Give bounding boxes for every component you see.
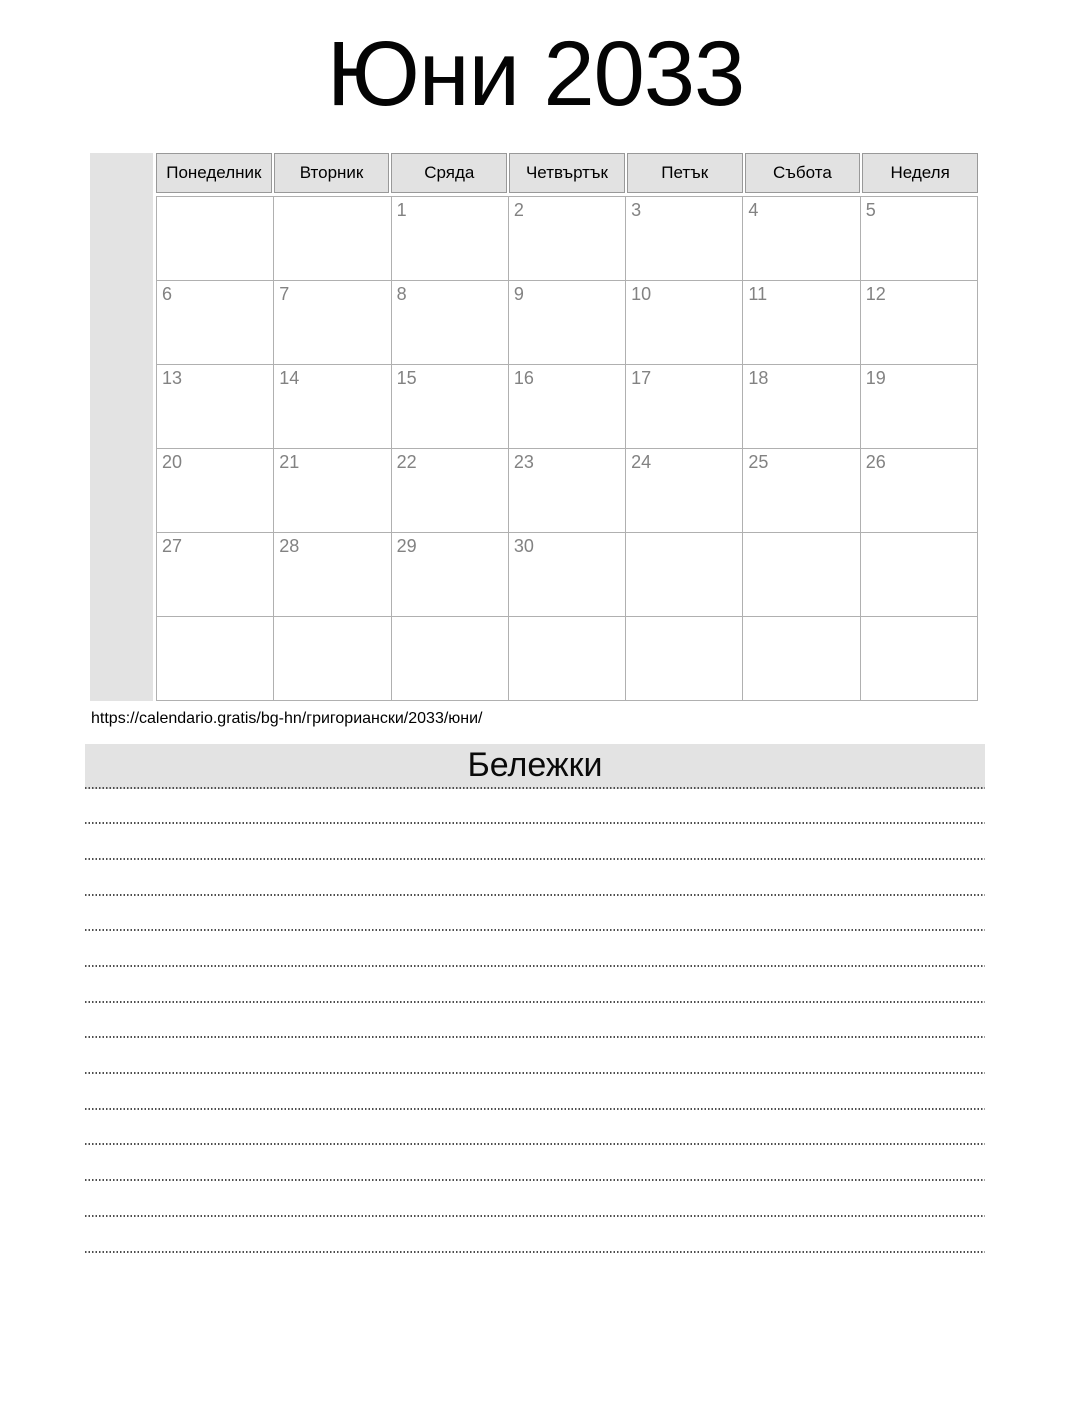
day-number: 9 bbox=[513, 283, 524, 304]
calendar-main bbox=[156, 153, 978, 701]
day-number: 19 bbox=[865, 367, 886, 388]
day-cell bbox=[743, 449, 859, 532]
note-line bbox=[85, 824, 985, 860]
note-line bbox=[85, 1181, 985, 1217]
day-number: 6 bbox=[162, 283, 173, 304]
day-cell bbox=[157, 365, 273, 448]
day-cell bbox=[626, 365, 742, 448]
day-cell bbox=[392, 449, 508, 532]
day-number bbox=[626, 533, 742, 536]
day-cell bbox=[509, 449, 625, 532]
day-cell bbox=[157, 197, 273, 280]
day-number: 30 bbox=[513, 535, 534, 556]
day-cell bbox=[274, 617, 390, 700]
calendar-grid bbox=[156, 196, 978, 701]
day-cell bbox=[743, 617, 859, 700]
day-cell bbox=[861, 533, 977, 616]
notes-area bbox=[85, 789, 985, 1253]
notes-heading bbox=[85, 744, 985, 789]
day-number: 23 bbox=[513, 451, 534, 472]
day-number bbox=[274, 197, 390, 200]
weekday-header-cell: Петък bbox=[627, 153, 743, 193]
day-cell bbox=[392, 365, 508, 448]
day-number: 1 bbox=[396, 199, 407, 220]
day-number: 26 bbox=[865, 451, 886, 472]
day-cell bbox=[274, 365, 390, 448]
day-number: 27 bbox=[162, 535, 183, 556]
day-number bbox=[861, 617, 977, 620]
day-cell bbox=[743, 197, 859, 280]
day-cell bbox=[157, 533, 273, 616]
note-line bbox=[85, 1110, 985, 1146]
note-line bbox=[85, 931, 985, 967]
weekday-header-cell: Събота bbox=[745, 153, 861, 193]
note-line bbox=[85, 1074, 985, 1110]
day-number bbox=[392, 617, 508, 620]
day-number: 4 bbox=[748, 199, 759, 220]
day-number: 16 bbox=[513, 367, 534, 388]
day-cell bbox=[509, 533, 625, 616]
day-number: 17 bbox=[631, 367, 652, 388]
day-cell bbox=[626, 617, 742, 700]
day-number: 15 bbox=[396, 367, 417, 388]
day-number bbox=[157, 197, 273, 200]
source-url: https://calendario.gratis/bg-hn/григориански/2033/юни/ bbox=[91, 709, 483, 727]
day-cell bbox=[392, 617, 508, 700]
day-number bbox=[743, 617, 859, 620]
day-cell bbox=[274, 449, 390, 532]
weekday-header-cell: Неделя bbox=[862, 153, 978, 193]
day-number: 21 bbox=[279, 451, 300, 472]
day-number bbox=[157, 617, 273, 620]
day-cell bbox=[861, 281, 977, 364]
day-number bbox=[509, 617, 625, 620]
day-cell bbox=[626, 197, 742, 280]
day-number: 3 bbox=[631, 199, 642, 220]
day-cell bbox=[743, 281, 859, 364]
calendar-table bbox=[90, 153, 978, 701]
note-line bbox=[85, 967, 985, 1003]
page bbox=[0, 23, 1071, 1253]
day-number bbox=[626, 617, 742, 620]
day-number: 5 bbox=[865, 199, 876, 220]
day-number: 12 bbox=[865, 283, 886, 304]
day-number: 2 bbox=[513, 199, 524, 220]
day-cell bbox=[392, 533, 508, 616]
day-cell bbox=[626, 449, 742, 532]
day-cell bbox=[626, 281, 742, 364]
day-number bbox=[743, 533, 859, 536]
note-line bbox=[85, 1038, 985, 1074]
calendar-title: Юни 2033 bbox=[326, 23, 745, 125]
day-number: 13 bbox=[162, 367, 183, 388]
day-cell bbox=[157, 281, 273, 364]
day-cell bbox=[743, 533, 859, 616]
note-line bbox=[85, 1003, 985, 1039]
day-number: 24 bbox=[631, 451, 652, 472]
day-cell bbox=[157, 449, 273, 532]
day-number bbox=[861, 533, 977, 536]
day-cell bbox=[861, 197, 977, 280]
calendar-left-margin bbox=[90, 153, 153, 701]
day-cell bbox=[274, 197, 390, 280]
day-cell bbox=[509, 281, 625, 364]
weekday-header-cell: Четвъртък bbox=[509, 153, 625, 193]
day-cell bbox=[743, 365, 859, 448]
day-cell bbox=[861, 617, 977, 700]
note-line bbox=[85, 860, 985, 896]
day-number: 10 bbox=[631, 283, 652, 304]
day-cell bbox=[509, 617, 625, 700]
day-number: 20 bbox=[162, 451, 183, 472]
day-cell bbox=[392, 197, 508, 280]
day-cell bbox=[274, 281, 390, 364]
weekday-header-cell: Сряда bbox=[391, 153, 507, 193]
day-number: 14 bbox=[279, 367, 300, 388]
day-cell bbox=[157, 617, 273, 700]
day-number: 25 bbox=[748, 451, 769, 472]
day-number: 29 bbox=[396, 535, 417, 556]
day-number bbox=[274, 617, 390, 620]
day-cell bbox=[274, 533, 390, 616]
note-line bbox=[85, 896, 985, 932]
day-cell bbox=[509, 365, 625, 448]
day-number: 11 bbox=[748, 283, 768, 304]
notes-heading-label: Бележки bbox=[467, 745, 603, 784]
day-cell bbox=[861, 365, 977, 448]
day-number: 28 bbox=[279, 535, 300, 556]
note-line bbox=[85, 1217, 985, 1253]
day-cell bbox=[626, 533, 742, 616]
day-cell bbox=[861, 449, 977, 532]
day-cell bbox=[509, 197, 625, 280]
day-number: 22 bbox=[396, 451, 417, 472]
day-cell bbox=[392, 281, 508, 364]
day-number: 7 bbox=[279, 283, 290, 304]
note-line bbox=[85, 789, 985, 825]
weekday-header-cell: Вторник bbox=[274, 153, 390, 193]
weekday-header-row bbox=[156, 153, 978, 193]
note-line bbox=[85, 1145, 985, 1181]
day-number: 8 bbox=[396, 283, 407, 304]
day-number: 18 bbox=[748, 367, 769, 388]
weekday-header-cell: Понеделник bbox=[156, 153, 272, 193]
